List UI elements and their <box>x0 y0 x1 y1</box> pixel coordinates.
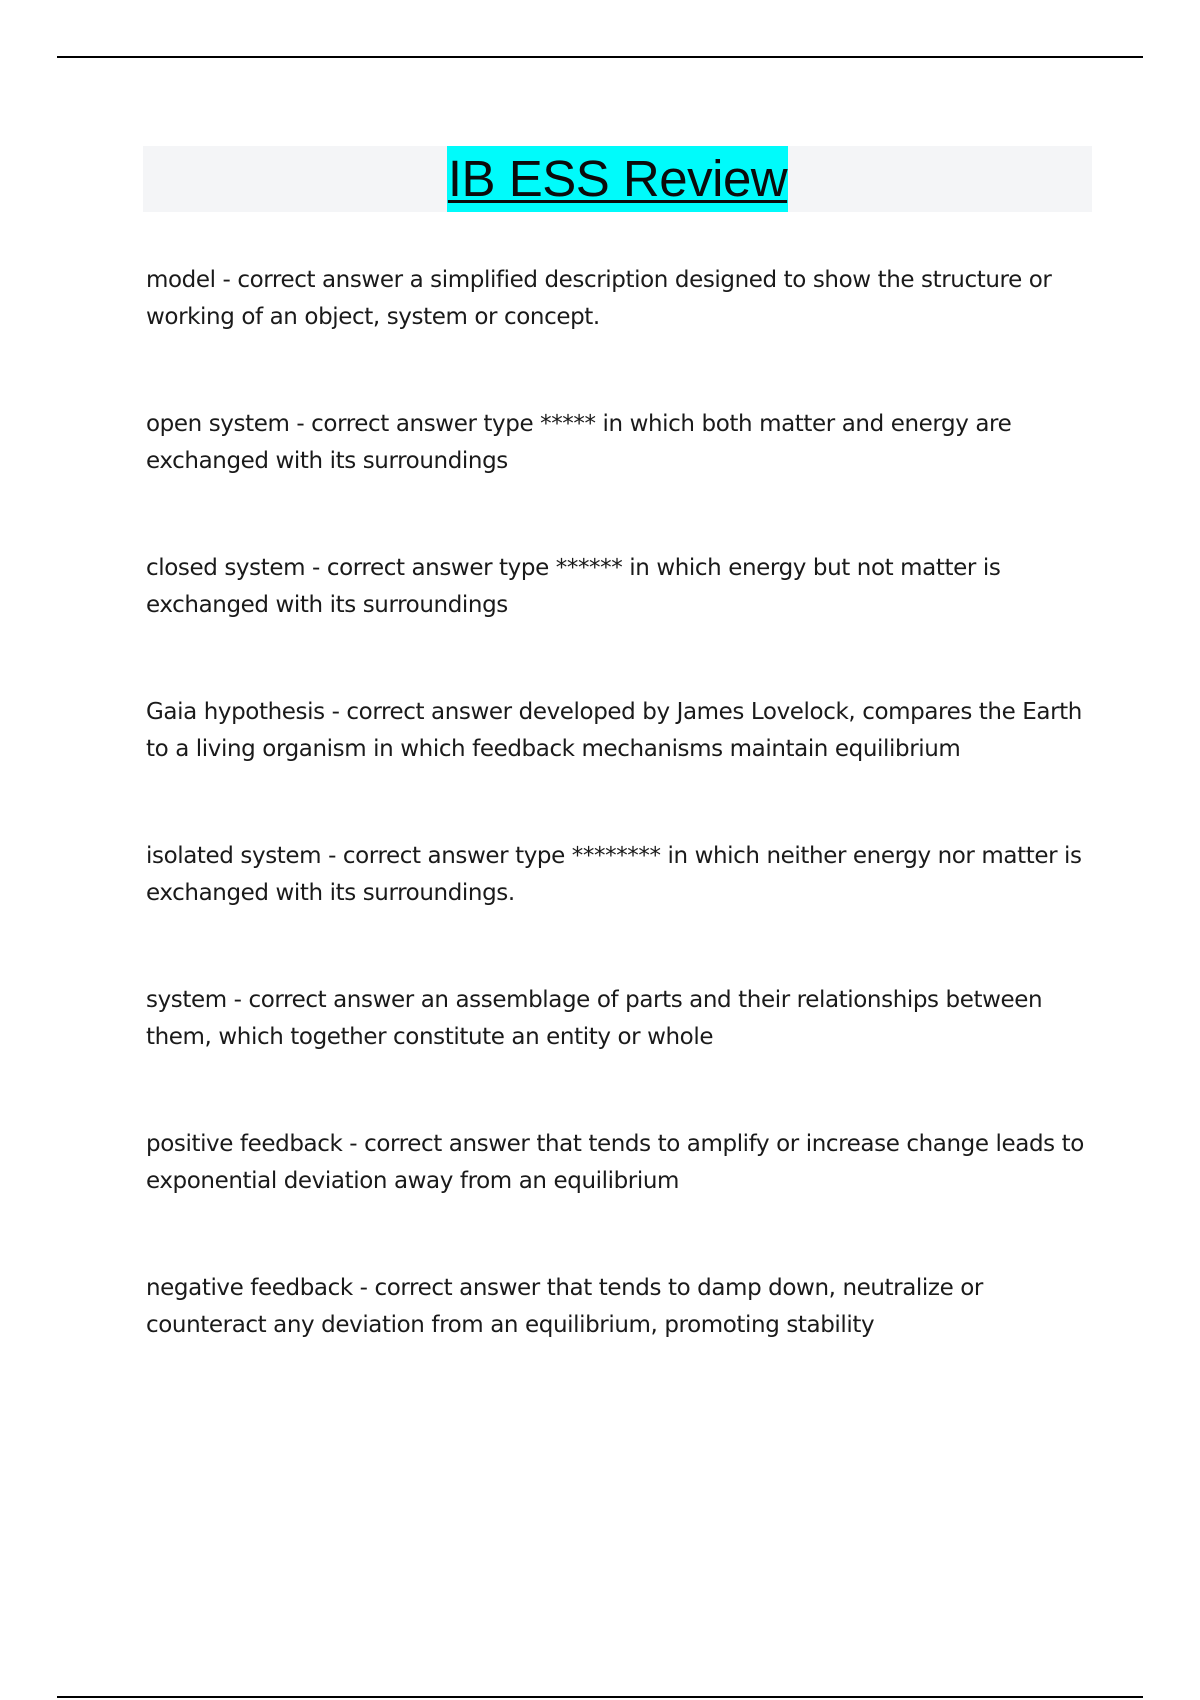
term-list <box>146 262 1096 1414</box>
term-entry-model: model - correct answer a simplified description designed to show the structure or working of an object, system or concept. <box>146 267 1052 330</box>
term-entry-isolated-system: isolated system - correct answer type ******** in which neither energy nor matter is exchanged with its surroundings. <box>146 843 1082 906</box>
term-entry-closed-system: closed system - correct answer type ****** in which energy but not matter is exchanged with its surroundings <box>146 555 1001 618</box>
footer-rule <box>57 1696 1143 1698</box>
term-entry-negative-feedback: negative feedback - correct answer that tends to damp down, neutralize or counteract any deviation from an equilibrium, promoting stability <box>146 1275 983 1338</box>
term-entry-positive-feedback: positive feedback - correct answer that tends to amplify or increase change leads to exponential deviation away from an equilibrium <box>146 1131 1084 1194</box>
term-entry-gaia-hypothesis: Gaia hypothesis - correct answer developed by James Lovelock, compares the Earth to a living organism in which feedback mechanisms maintain equilibrium <box>146 699 1082 762</box>
term-entry-open-system: open system - correct answer type ***** in which both matter and energy are exchanged with its surroundings <box>146 411 1012 474</box>
title-band <box>143 146 1092 212</box>
header-rule <box>57 56 1143 58</box>
term-entry-system: system - correct answer an assemblage of parts and their relationships between them, which together constitute an entity or whole <box>146 987 1043 1050</box>
page-title: IB ESS Review <box>447 146 788 212</box>
